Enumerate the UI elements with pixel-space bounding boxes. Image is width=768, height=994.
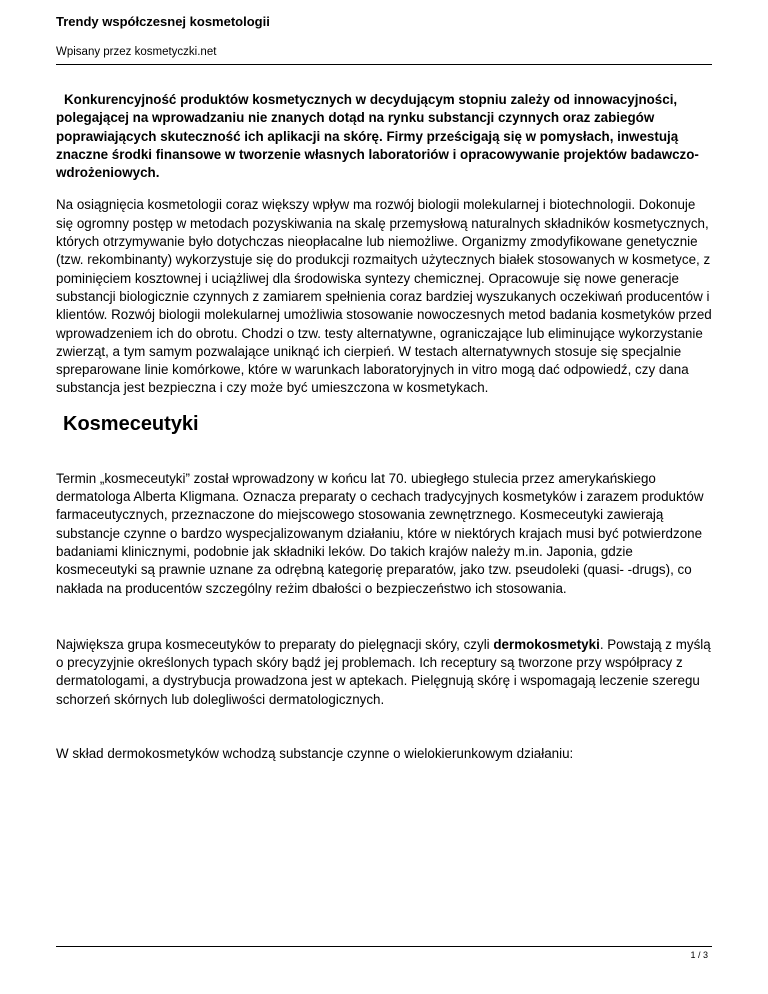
footer-divider [56,946,712,947]
paragraph-ingredients-intro: W skład dermokosmetyków wchodzą substancje czynne o wielokierunkowym działaniu: [56,746,574,762]
paragraph-biotechnology: Na osiągnięcia kosmetologii coraz większy wpływ ma rozwój biologii molekularnej i biotechnologii. Dokonuje się ogromny postęp w metodach pozyskiwania na skalę przemysłową naturalnych składników kosmetycznych, których otrzymywanie było dotychczas nieopłacalne lub niemożliwe. Organizmy zmodyfikowane genetycznie (tzw. rekombinanty) wykorzystuje się do produkcji rozmaitych użytecznych białek stosowanych w kosmetyce, z pominięciem kosztownej i uciążliwej dla środowiska syntezy chemicznej. Opracowuje się nowe generacje substancji biologicznie czynnych z zamiarem spełnienia coraz bardziej wyszukanych oczekiwań producentów i klientów. Rozwój biologii molekularnej umożliwia stosowanie nowoczesnych metod badania kosmetyków przed wprowadzeniem ich do obrotu. Chodzi o tzw. testy alternatywne, ograniczające lub eliminujące wykorzystanie zwierząt, a tym samym pozwalające uniknąć ich cierpień. W testach alternatywnych stosuje się specjalnie spreparowane linie komórkowe, które w warunkach laboratoryjnych in vitro mogą dać odpowiedź, czy dana substancja jest bezpieczna i czy może być umieszczona w kosmetykach. [56,197,712,396]
header-divider [56,64,712,65]
document-title: Trendy współczesnej kosmetologii [56,14,270,29]
paragraph-dermokosmetyki-end: . Powstają z myślą o precyzyjnie określonych typach skóry bądź jej problemach. Ich receptury są tworzone przy współpracy z dermatologami, a dystrybucja prowadzona jest w aptekach. Pielęgnują skórę i wspomagają leczenie szeregu schorzeń skórnych lub dolegliwości dermatologicznych. [56,636,711,707]
page-header [56,14,712,59]
section-heading-kosmeceutyki: Kosmeceutyki [63,412,199,435]
article-body [56,91,716,763]
dermokosmetyki-bold-term: dermokosmetyki [493,636,600,652]
lead-paragraph: Konkurencyjność produktów kosmetycznych w decydującym stopniu zależy od innowacyjności, polegającej na wprowadzaniu nie znanych dotąd na rynku substancji czynnych oraz zabiegów poprawiających skuteczność ich aplikacji na skórę. Firmy prześcigają się w pomysłach, inwestują znaczne środki finansowe w tworzenie własnych laboratoriów i opracowywanie projektów badawczo-wdrożeniowych. [56,92,699,181]
paragraph-kosmeceutyki-definition: Termin „kosmeceutyki” został wprowadzony w końcu lat 70. ubiegłego stulecia przez amerykańskiego dermatologa Alberta Kligmana. Oznacza preparaty o cechach tradycyjnych kosmetyków i zarazem produktów farmaceutycznych, przeznaczone do miejscowego stosowania zewnętrznego. Kosmeceutyki zawierają substancje czynne o bardzo wyspecjalizowanym działaniu, które w niektórych krajach musi być potwierdzone badaniami klinicznymi, podobnie jak składniki leków. Do takich krajów należy m.in. Japonia, gdzie kosmeceutyki są prawnie uznane za odrębną kategorię preparatów, jako tzw. pseudoleki (quasi- -drugs), co nakłada na producentów szczególny reżim dbałości o bezpieczeństwo ich stosowania. [56,470,704,596]
paragraph-dermokosmetyki-start: Największa grupa kosmeceutyków to preparaty do pielęgnacji skóry, czyli [56,636,494,652]
page-number: 1 / 3 [690,950,708,960]
author-line: Wpisany przez kosmetyczki.net [56,46,217,58]
paragraph-dermokosmetyki [56,636,716,709]
